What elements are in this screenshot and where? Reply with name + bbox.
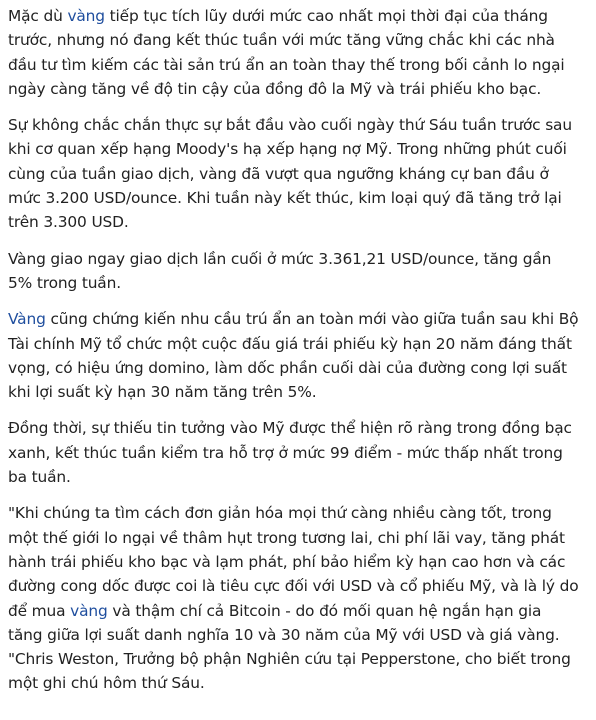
paragraph-5: Đồng thời, sự thiếu tin tưởng vào Mỹ được thể hiện rõ ràng trong đồng bạc xanh, kết thúc tuần kiểm tra hỗ trợ ở mức 99 điểm - mức thấp nhất trong ba tuần. [8,419,572,487]
paragraph-4 [8,307,580,404]
paragraph-2: Sự không chắc chắn thực sự bắt đầu vào cuối ngày thứ Sáu tuần trước sau khi cơ quan xếp hạng Moody's hạ xếp hạng nợ Mỹ. Trong những phút cuối cùng của tuần giao dịch, vàng đã vượt qua ngưỡng kháng cự ban đầu ở mức 3.200 USD/ounce. Khi tuần này kết thúc, kim loại quý đã tăng trở lại trên 3.300 USD. [8,116,572,232]
paragraph-6 [8,501,580,695]
paragraph-3: Vàng giao ngay giao dịch lần cuối ở mức 3.361,21 USD/ounce, tăng gần 5% trong tuần. [8,249,552,292]
gold-link[interactable]: vàng [70,601,108,620]
gold-link[interactable]: Vàng [8,310,46,329]
paragraph-1 [8,4,580,101]
paragraph-1-text-start: Mặc dù [8,7,68,25]
paragraph-4-text: cũng chứng kiến nhu cầu trú ẩn an toàn mới vào giữa tuần sau khi Bộ Tài chính Mỹ tổ chức một cuộc đấu giá trái phiếu kỳ hạn 20 năm đáng thất vọng, có hiệu ứng domino, làm dốc phần cuối dài của đường cong lợi suất khi lợi suất kỳ hạn 30 năm tăng trên 5%. [8,310,579,402]
gold-link[interactable]: vàng [67,7,105,25]
paragraph-1-text-end: tiếp tục tích lũy dưới mức cao nhất mọi thời đại của tháng trước, nhưng nó đang kết thúc tuần với mức tăng vững chắc khi các nhà đầu tư tìm kiếm các tài sản trú ẩn an toàn thay thế trong bối cảnh lo ngại ngày càng tăng về độ tin cậy của đồng đô la Mỹ và trái phiếu kho bạc. [8,7,565,98]
paragraph-6-text-end: và thậm chí cả Bitcoin - do đó mối quan hệ ngắn hạn gia tăng giữa lợi suất danh nghĩa 10 và 30 năm của Mỹ với USD và giá vàng. "Chris Weston, Trưởng bộ phận Nghiên cứu tại Pepperstone, cho biết trong một ghi chú hôm thứ Sáu. [8,601,571,693]
paragraph-6-text-start: "Khi chúng ta tìm cách đơn giản hóa mọi thứ càng nhiều càng tốt, trong một thế giới lo ngại về thâm hụt trong tương lai, chi phí lãi vay, tăng phát hành trái phiếu kho bạc và lạm phát, phí bảo hiểm kỳ hạn cao hơn và các đường cong dốc được coi là tiêu cực đối với USD và cổ phiếu Mỹ, và là lý do để mua [8,504,579,620]
